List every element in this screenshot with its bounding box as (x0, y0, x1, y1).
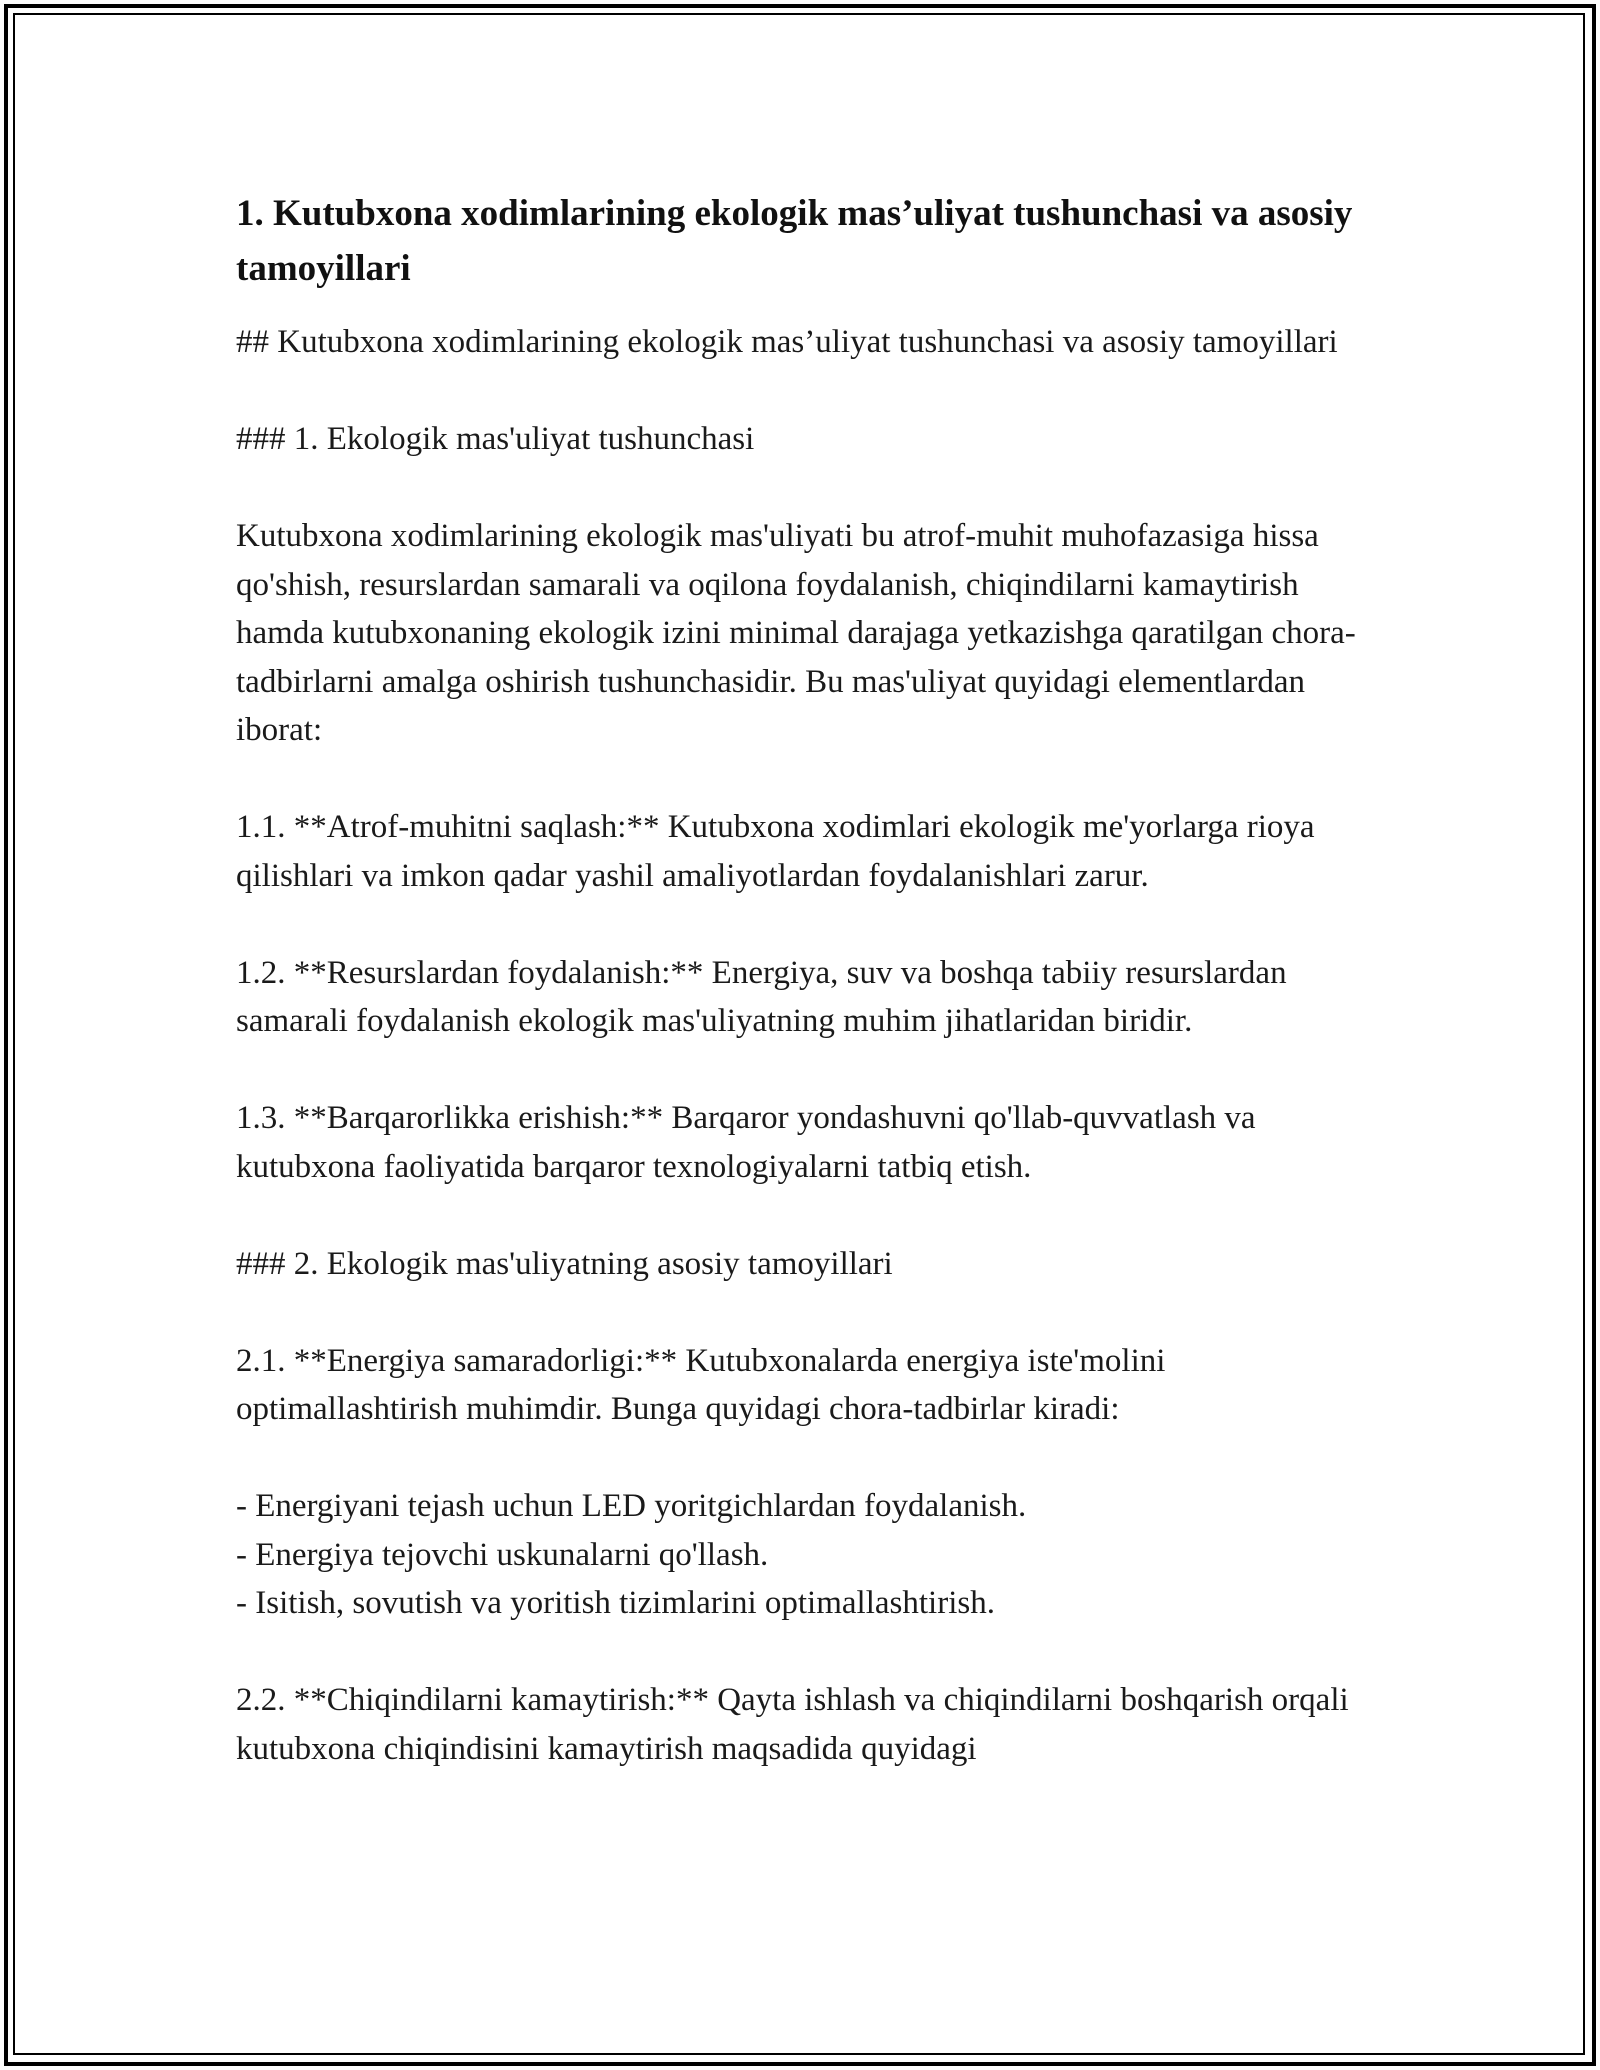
item-1-1: 1.1. **Atrof-muhitni saqlash:** Kutubxona xodimlari ekologik me'yorlarga rioya qilishlari va imkon qadar yashil amaliyotlardan foydalanishlari zarur. (236, 809, 1315, 894)
list-item: - Energiyani tejash uchun LED yoritgichlardan foydalanish. (236, 1488, 1027, 1524)
section-1-heading: ### 1. Ekologik mas'uliyat tushunchasi (236, 421, 755, 457)
document-title: 1. Kutubxona xodimlarining ekologik mas’uliyat tushunchasi va asosiy tamoyillari (236, 193, 1353, 289)
item-1-3: 1.3. **Barqarorlikka erishish:** Barqaror yondashuvni qo'llab-quvvatlash va kutubxona faoliyatida barqaror texnologiyalarni tatbiq etish. (236, 1100, 1256, 1185)
markdown-heading: ## Kutubxona xodimlarining ekologik mas’uliyat tushunchasi va asosiy tamoyillari (236, 324, 1338, 360)
section-1-intro: Kutubxona xodimlarining ekologik mas'uliyati bu atrof-muhit muhofazasiga hissa qo'shish, resurslardan samarali va oqilona foydalanish, chiqindilarni kamaytirish hamda kutubxonaning ekologik izini minimal darajaga yetkazishga qaratilgan chora-tadbirlarni amalga oshirish tushunchasidir. Bu mas'uliyat quyidagi elementlardan iborat: (236, 518, 1356, 748)
document-body (236, 186, 1376, 1822)
list-item: - Isitish, sovutish va yoritish tizimlarini optimallashtirish. (236, 1585, 995, 1621)
section-2-heading: ### 2. Ekologik mas'uliyatning asosiy tamoyillari (236, 1245, 893, 1282)
list-item: - Energiya tejovchi uskunalarni qo'llash. (236, 1536, 769, 1573)
item-2-1: 2.1. **Energiya samaradorligi:** Kutubxonalarda energiya iste'molini optimallashtirish muhimdir. Bunga quyidagi chora-tadbirlar kiradi: (236, 1342, 1166, 1427)
item-2-2: 2.2. **Chiqindilarni kamaytirish:** Qayta ishlash va chiqindilarni boshqarish orqali kutubxona chiqindisini kamaytirish maqsadida quyidagi (236, 1682, 1349, 1767)
bullet-list-2-1 (236, 1482, 1376, 1628)
item-1-2: 1.2. **Resurslardan foydalanish:** Energiya, suv va boshqa tabiiy resurslardan samarali foydalanish ekologik mas'uliyatning muhim jihatlaridan biridir. (236, 954, 1287, 1039)
